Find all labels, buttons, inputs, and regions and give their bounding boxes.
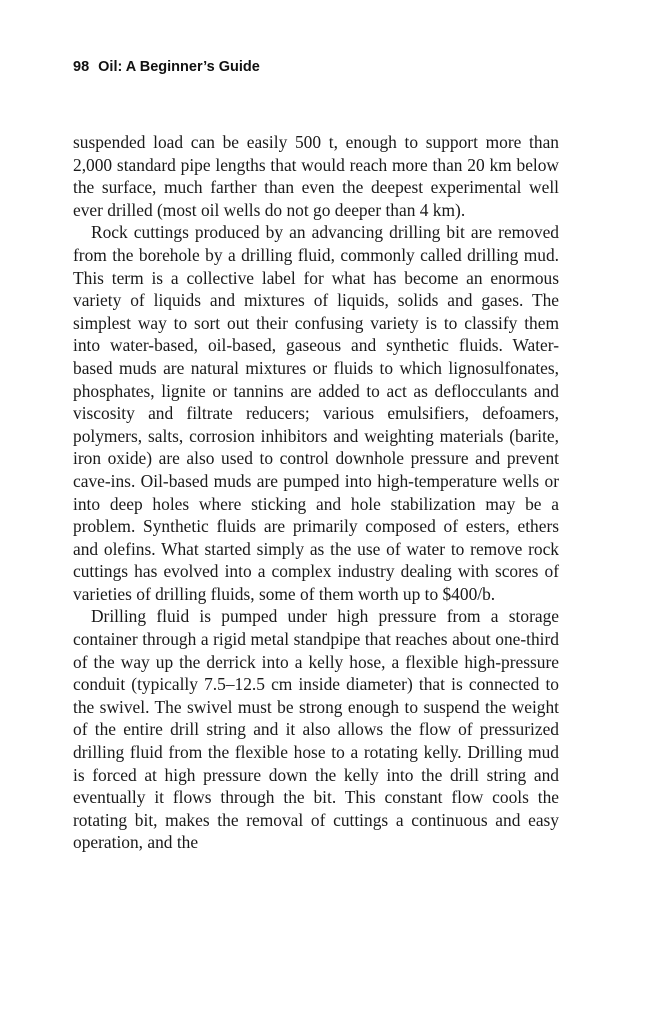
paragraph-mud-circulation: Drilling fluid is pumped under high pressure from a storage container through a rigid metal standpipe that reaches about one-third of the way up the derrick into a kelly hose, a flexible high-pressure conduit (typically 7.5–12.5 cm inside diameter) that is connected to the swivel. The swivel must be strong enough to suspend the weight of the entire drill string and it also allows the flow of pressurized drilling fluid from the flexible hose to a rotating kelly. Drilling mud is forced at high pressure down the kelly into the drill string and eventually it flows through the bit. This constant flow cools the rotating bit, makes the removal of cuttings a continuous and easy operation, and the bbox=[73, 606, 559, 853]
body-text bbox=[73, 131, 559, 854]
running-head bbox=[73, 59, 260, 75]
paragraph-drilling-fluid: Rock cuttings produced by an advancing drilling bit are removed from the borehole by a drilling fluid, commonly called drilling mud. This term is a collective label for what has become an enormous variety of liquids and mixtures of liquids, solids and gases. The simplest way to sort out their confusing variety is to classify them into water-based, oil-based, gaseous and synthetic fluids. Water-based muds are natural mixtures or fluids to which lignosulfonates, phosphates, lignite or tannins are added to act as deflocculants and viscosity and filtrate reducers; various emulsifiers, defoamers, polymers, salts, corrosion inhibitors and weighting materials (barite, iron oxide) are also used to control downhole pressure and prevent cave-ins. Oil-based muds are pumped into high-temperature wells or into deep holes where sticking and hole stabilization may be a problem. Synthetic fluids are primarily composed of esters, ethers and olefins. What started simply as the use of water to remove rock cuttings has evolved into a complex industry dealing with scores of varieties of drilling fluids, some of them worth up to $400/b. bbox=[73, 222, 559, 604]
page-number: 98 bbox=[73, 59, 90, 75]
running-title: Oil: A Beginner’s Guide bbox=[98, 59, 260, 75]
paragraph-continued: suspended load can be easily 500 t, enough to support more than 2,000 standard pipe lengths that would reach more than 20 km below the surface, much farther than even the deepest experimental well ever drilled (most oil wells do not go deeper than 4 km). bbox=[73, 132, 559, 220]
